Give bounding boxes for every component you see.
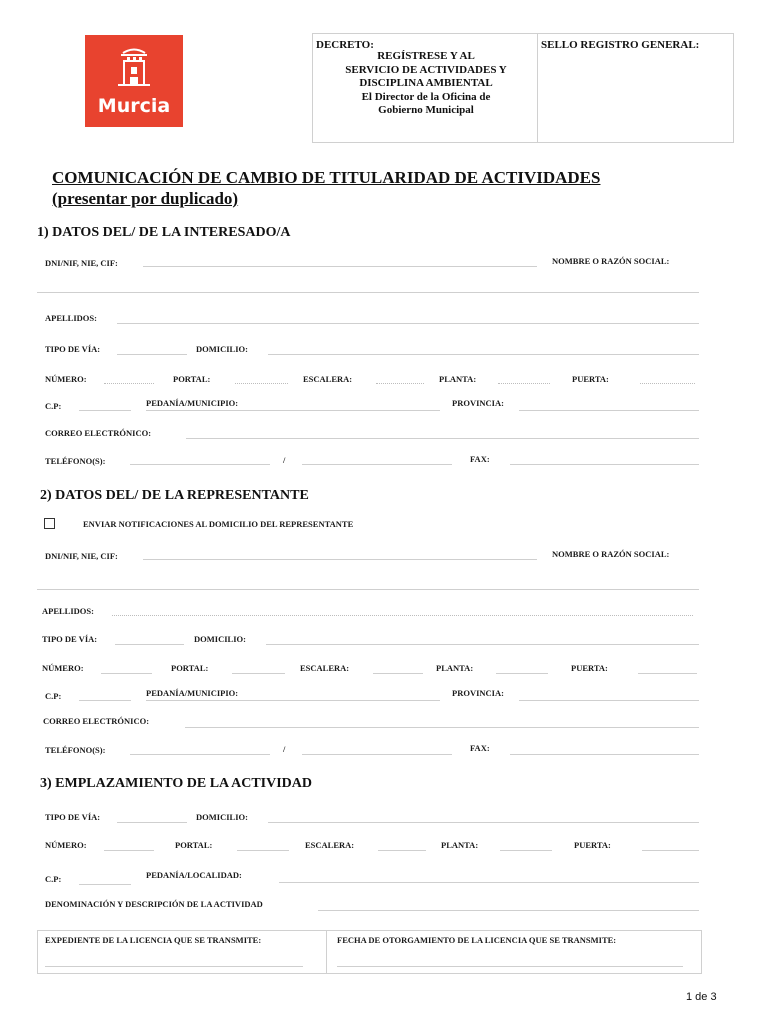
s2-dni-label: DNI/NIF, NIE, CIF: <box>45 551 118 561</box>
s3-tipovia-field[interactable] <box>117 822 187 823</box>
section1-heading: 1) DATOS DEL/ DE LA INTERESADO/A <box>37 225 291 240</box>
s2-planta-field[interactable] <box>496 673 548 674</box>
s2-pedania-field[interactable] <box>146 700 440 701</box>
s1-fax-label: FAX: <box>470 454 490 464</box>
s3-denominacion-label: DENOMINACIÓN Y DESCRIPCIÓN DE LA ACTIVIDAD <box>45 899 263 909</box>
s3-expediente-field[interactable] <box>45 966 303 967</box>
s2-nombre-field[interactable] <box>37 589 699 590</box>
s2-numero-field[interactable] <box>101 673 152 674</box>
s1-dni-field[interactable] <box>143 266 537 267</box>
s2-provincia-label: PROVINCIA: <box>452 688 504 698</box>
s1-portal-field[interactable] <box>235 383 288 384</box>
section3-heading: 3) EMPLAZAMIENTO DE LA ACTIVIDAD <box>40 776 312 791</box>
s2-puerta-label: PUERTA: <box>571 663 608 673</box>
s2-telefono2-field[interactable] <box>302 754 452 755</box>
s2-pedania-label: PEDANÍA/MUNICIPIO: <box>146 688 239 698</box>
decreto-title: DECRETO: <box>316 39 374 51</box>
s3-denominacion-field[interactable] <box>318 910 699 911</box>
s3-numero-label: NÚMERO: <box>45 840 87 850</box>
decreto-line: DISCIPLINA AMBIENTAL <box>359 77 493 89</box>
s2-provincia-field[interactable] <box>519 700 699 701</box>
decreto-line: El Director de la Oficina de <box>361 90 491 103</box>
s3-tipovia-label: TIPO DE VÍA: <box>45 812 101 822</box>
s1-planta-label: PLANTA: <box>439 374 477 384</box>
tower-crest-icon <box>85 41 183 101</box>
sello-title: SELLO REGISTRO GENERAL: <box>541 39 700 51</box>
s2-cp-field[interactable] <box>79 700 131 701</box>
s1-portal-label: PORTAL: <box>173 374 211 384</box>
s2-fax-field[interactable] <box>510 754 699 755</box>
s3-fecha-field[interactable] <box>337 966 683 967</box>
s2-apellidos-field[interactable] <box>112 615 693 616</box>
s3-pedania-field[interactable] <box>279 882 699 883</box>
s2-correo-label: CORREO ELECTRÓNICO: <box>43 716 150 726</box>
s1-telefono-slash: / <box>283 455 286 465</box>
s2-tipovia-label: TIPO DE VÍA: <box>42 634 98 644</box>
s1-telefono1-field[interactable] <box>130 464 270 465</box>
s2-numero-label: NÚMERO: <box>42 663 84 673</box>
decreto-line: SERVICIO DE ACTIVIDADES Y <box>345 63 507 76</box>
s2-apellidos-label: APELLIDOS: <box>42 606 94 616</box>
s3-planta-field[interactable] <box>500 850 552 851</box>
s1-escalera-label: ESCALERA: <box>303 374 353 384</box>
s2-planta-label: PLANTA: <box>436 663 474 673</box>
s2-correo-field[interactable] <box>185 727 699 728</box>
s1-puerta-field[interactable] <box>640 383 695 384</box>
s1-correo-field[interactable] <box>186 438 699 439</box>
s3-expediente-label: EXPEDIENTE DE LA LICENCIA QUE SE TRANSMITE: <box>45 935 262 945</box>
section2-heading: 2) DATOS DEL/ DE LA REPRESENTANTE <box>40 488 309 503</box>
s3-puerta-field[interactable] <box>642 850 699 851</box>
s3-planta-label: PLANTA: <box>441 840 479 850</box>
page-subtitle: (presentar por duplicado) <box>52 189 239 208</box>
s1-tipovia-label: TIPO DE VÍA: <box>45 344 101 354</box>
s1-planta-field[interactable] <box>498 383 550 384</box>
s1-apellidos-label: APELLIDOS: <box>45 313 97 323</box>
s1-domicilio-label: DOMICILIO: <box>196 344 248 354</box>
s3-cp-field[interactable] <box>79 884 131 885</box>
s3-puerta-label: PUERTA: <box>574 840 611 850</box>
page-number: 1 de 3 <box>686 991 717 1003</box>
decreto-line: REGÍSTRESE Y AL <box>377 50 475 62</box>
s2-portal-label: PORTAL: <box>171 663 209 673</box>
s1-nombre-label: NOMBRE O RAZÓN SOCIAL: <box>552 256 670 266</box>
s1-provincia-label: PROVINCIA: <box>452 398 504 408</box>
s2-domicilio-label: DOMICILIO: <box>194 634 246 644</box>
s2-puerta-field[interactable] <box>638 673 697 674</box>
s3-cp-label: C.P: <box>45 874 62 884</box>
s2-fax-label: FAX: <box>470 743 490 753</box>
s2-escalera-field[interactable] <box>373 673 423 674</box>
decreto-body <box>316 50 536 118</box>
s3-escalera-field[interactable] <box>378 850 426 851</box>
page-title: COMUNICACIÓN DE CAMBIO DE TITULARIDAD DE ACTIVIDADES <box>52 168 601 187</box>
s1-numero-label: NÚMERO: <box>45 374 87 384</box>
s3-portal-field[interactable] <box>237 850 289 851</box>
s2-domicilio-field[interactable] <box>266 644 699 645</box>
s1-numero-field[interactable] <box>104 383 154 384</box>
s1-tipovia-field[interactable] <box>117 354 187 355</box>
licence-box-divider <box>326 930 327 973</box>
s1-telefono2-field[interactable] <box>302 464 452 465</box>
s1-domicilio-field[interactable] <box>268 354 699 355</box>
s1-pedania-label: PEDANÍA/MUNICIPIO: <box>146 398 239 408</box>
s2-portal-field[interactable] <box>232 673 285 674</box>
s3-fecha-label: FECHA DE OTORGAMIENTO DE LA LICENCIA QUE SE TRANSMITE: <box>337 935 617 945</box>
s2-telefono-slash: / <box>283 744 286 754</box>
s1-cp-label: C.P: <box>45 401 62 411</box>
logo-text: Murcia <box>97 95 171 117</box>
s1-pedania-field[interactable] <box>146 410 440 411</box>
s1-escalera-field[interactable] <box>376 383 424 384</box>
s2-telefono-label: TELÉFONO(S): <box>45 745 106 755</box>
s3-portal-label: PORTAL: <box>175 840 213 850</box>
s1-dni-label: DNI/NIF, NIE, CIF: <box>45 258 118 268</box>
notify-representative-label: ENVIAR NOTIFICACIONES AL DOMICILIO DEL REPRESENTANTE <box>83 519 354 529</box>
s3-pedania-label: PEDANÍA/LOCALIDAD: <box>146 870 242 880</box>
s1-fax-field[interactable] <box>510 464 699 465</box>
decreto-line: Gobierno Municipal <box>378 104 474 116</box>
s2-escalera-label: ESCALERA: <box>300 663 350 673</box>
s2-telefono1-field[interactable] <box>130 754 270 755</box>
s1-provincia-field[interactable] <box>519 410 699 411</box>
s3-escalera-label: ESCALERA: <box>305 840 355 850</box>
s1-apellidos-field[interactable] <box>117 323 699 324</box>
header-divider <box>537 33 538 142</box>
murcia-logo <box>85 35 183 127</box>
s1-nombre-field[interactable] <box>37 292 699 293</box>
s2-nombre-label: NOMBRE O RAZÓN SOCIAL: <box>552 549 670 559</box>
s1-puerta-label: PUERTA: <box>572 374 609 384</box>
s3-domicilio-label: DOMICILIO: <box>196 812 248 822</box>
s1-telefono-label: TELÉFONO(S): <box>45 456 106 466</box>
s2-dni-field[interactable] <box>143 559 537 560</box>
s1-correo-label: CORREO ELECTRÓNICO: <box>45 428 152 438</box>
s3-numero-field[interactable] <box>104 850 154 851</box>
s2-tipovia-field[interactable] <box>115 644 184 645</box>
s3-domicilio-field[interactable] <box>268 822 699 823</box>
s2-cp-label: C.P: <box>45 691 62 701</box>
s1-cp-field[interactable] <box>79 410 131 411</box>
notify-representative-checkbox[interactable] <box>44 518 55 529</box>
